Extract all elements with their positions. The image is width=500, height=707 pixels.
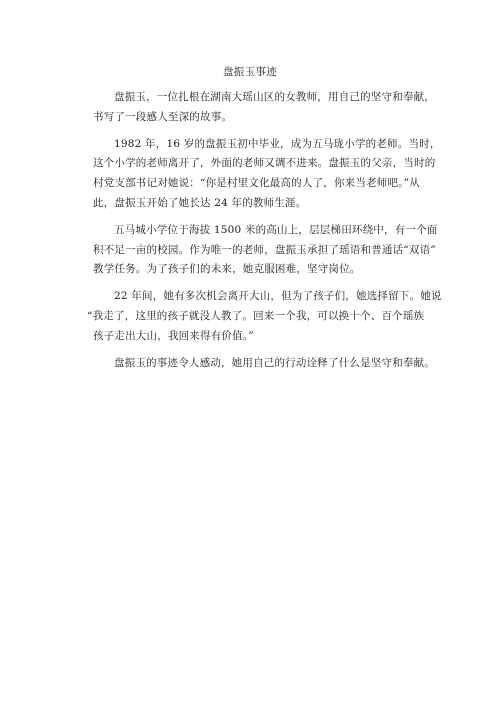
paragraph-line: 22 年间，她有多次机会离开大山，但为了孩子们，她选择留下。她说 xyxy=(114,290,442,303)
paragraph-1 xyxy=(93,88,435,128)
paragraph-line: 教学任务。为了孩子们的未来，她克服困难，坚守岗位。 xyxy=(93,263,361,276)
paragraph-line: 1982 年，16 岁的盘振玉初中毕业，成为五马珑小学的老师。当时， xyxy=(114,137,441,150)
paragraph-3 xyxy=(93,221,438,280)
paragraph-line: 盘振玉，一位扎根在湖南大瑶山区的女教师，用自己的坚守和奉献， xyxy=(114,91,435,103)
paragraph-line: 村党支部书记对她说：“你是村里文化最高的人了，你来当老师吧。”从 xyxy=(93,177,420,190)
paragraph-line: 这个小学的老师离开了，外面的老师又调不进来。盘振玉的父亲，当时的 xyxy=(93,157,436,170)
paragraph-line: “我走了，这里的孩子就没人教了。回来一个我，可以换十个、百个瑶族 xyxy=(87,309,425,322)
paragraph-line: 积不足一亩的校园。作为唯一的老师，盘振玉承担了瑶语和普通话“双语” xyxy=(93,243,436,256)
paragraph-line: 孩子走出大山，我回来得有价值。” xyxy=(93,329,254,342)
paragraph-line: 盘振玉的事迹令人感动，她用自己的行动诠释了什么是坚守和奉献。 xyxy=(114,356,435,369)
paragraph-line: 书写了一段感人至深的故事。 xyxy=(93,110,233,123)
document-body xyxy=(87,88,442,380)
paragraph-5 xyxy=(93,354,435,374)
paragraph-line: 此，盘振玉开始了她长达 24 年的教师生涯。 xyxy=(93,196,307,209)
paragraph-line: 五马城小学位于海拔 1500 米的高山上，层层梯田环绕中，有一个面 xyxy=(114,223,438,236)
document-title: 盘振玉事迹 xyxy=(223,66,277,78)
paragraph-2 xyxy=(93,135,441,214)
paragraph-4 xyxy=(87,287,442,346)
